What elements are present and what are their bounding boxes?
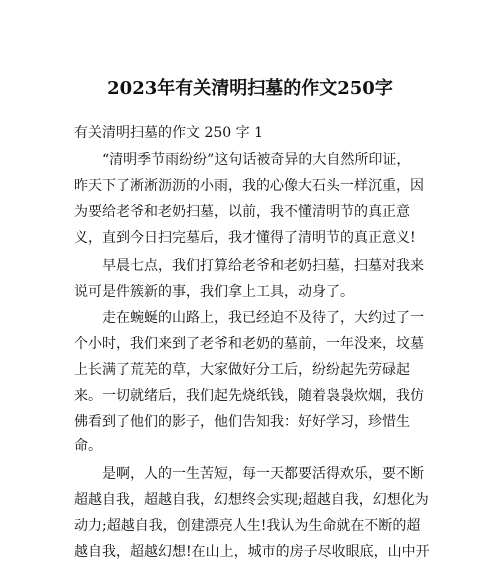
paragraph-3-line-2: 个小时，我们来到了老爷和老奶的墓前，一年没来，坟墓 bbox=[74, 336, 424, 352]
paragraph-3-line-4: 来。一切就绪后，我们起先烧纸钱，随着袅袅炊烟，我仿 bbox=[74, 388, 424, 404]
paragraph-4-line-3: 动力;超越自我，创建漂亮人生!我认为生命就在不断的超 bbox=[74, 518, 421, 534]
paragraph-4-line-4: 越自我，超越幻想!在山上，城市的房子尽收眼底，山中开 bbox=[74, 544, 430, 560]
paragraph-4-line-1: 是啊，人的一生苦短，每一天都要活得欢乐，要不断 bbox=[102, 466, 424, 482]
paragraph-3-line-6: 命。 bbox=[74, 438, 102, 454]
paragraph-1-line-4: 义，直到今日扫完墓后，我才懂得了清明节的真正意义! bbox=[74, 230, 416, 246]
document-title: 2023年有关清明扫墓的作文250字 bbox=[107, 78, 393, 99]
paragraph-2-line-1: 早晨七点，我们打算给老爷和老奶扫墓，扫墓对我来 bbox=[102, 258, 424, 274]
paragraph-3-line-5: 佛看到了他们的影子，他们告知我：好好学习，珍惜生 bbox=[74, 414, 410, 430]
paragraph-1-line-3: 为要给老爷和老奶扫墓，以前，我不懂清明节的真正意 bbox=[74, 204, 410, 220]
paragraph-1-line-1: “清明季节雨纷纷”这句话被奇异的大自然所印证， bbox=[102, 152, 411, 168]
paragraph-1-line-2: 昨天下了淅淅沥沥的小雨，我的心像大石头一样沉重，因 bbox=[74, 178, 424, 194]
paragraph-2-line-2: 说可是件簇新的事，我们拿上工具，动身了。 bbox=[74, 284, 354, 300]
section-heading: 有关清明扫墓的作文 250 字 1 bbox=[74, 125, 263, 141]
paragraph-3-line-3: 上长满了荒芜的草，大家做好分工后，纷纷起先劳碌起 bbox=[74, 362, 410, 378]
paragraph-3-line-1: 走在蜿蜒的山路上，我已经迫不及待了，大约过了一 bbox=[102, 310, 424, 326]
paragraph-4-line-2: 超越自我，超越自我，幻想终会实现;超越自我，幻想化为 bbox=[74, 492, 429, 508]
